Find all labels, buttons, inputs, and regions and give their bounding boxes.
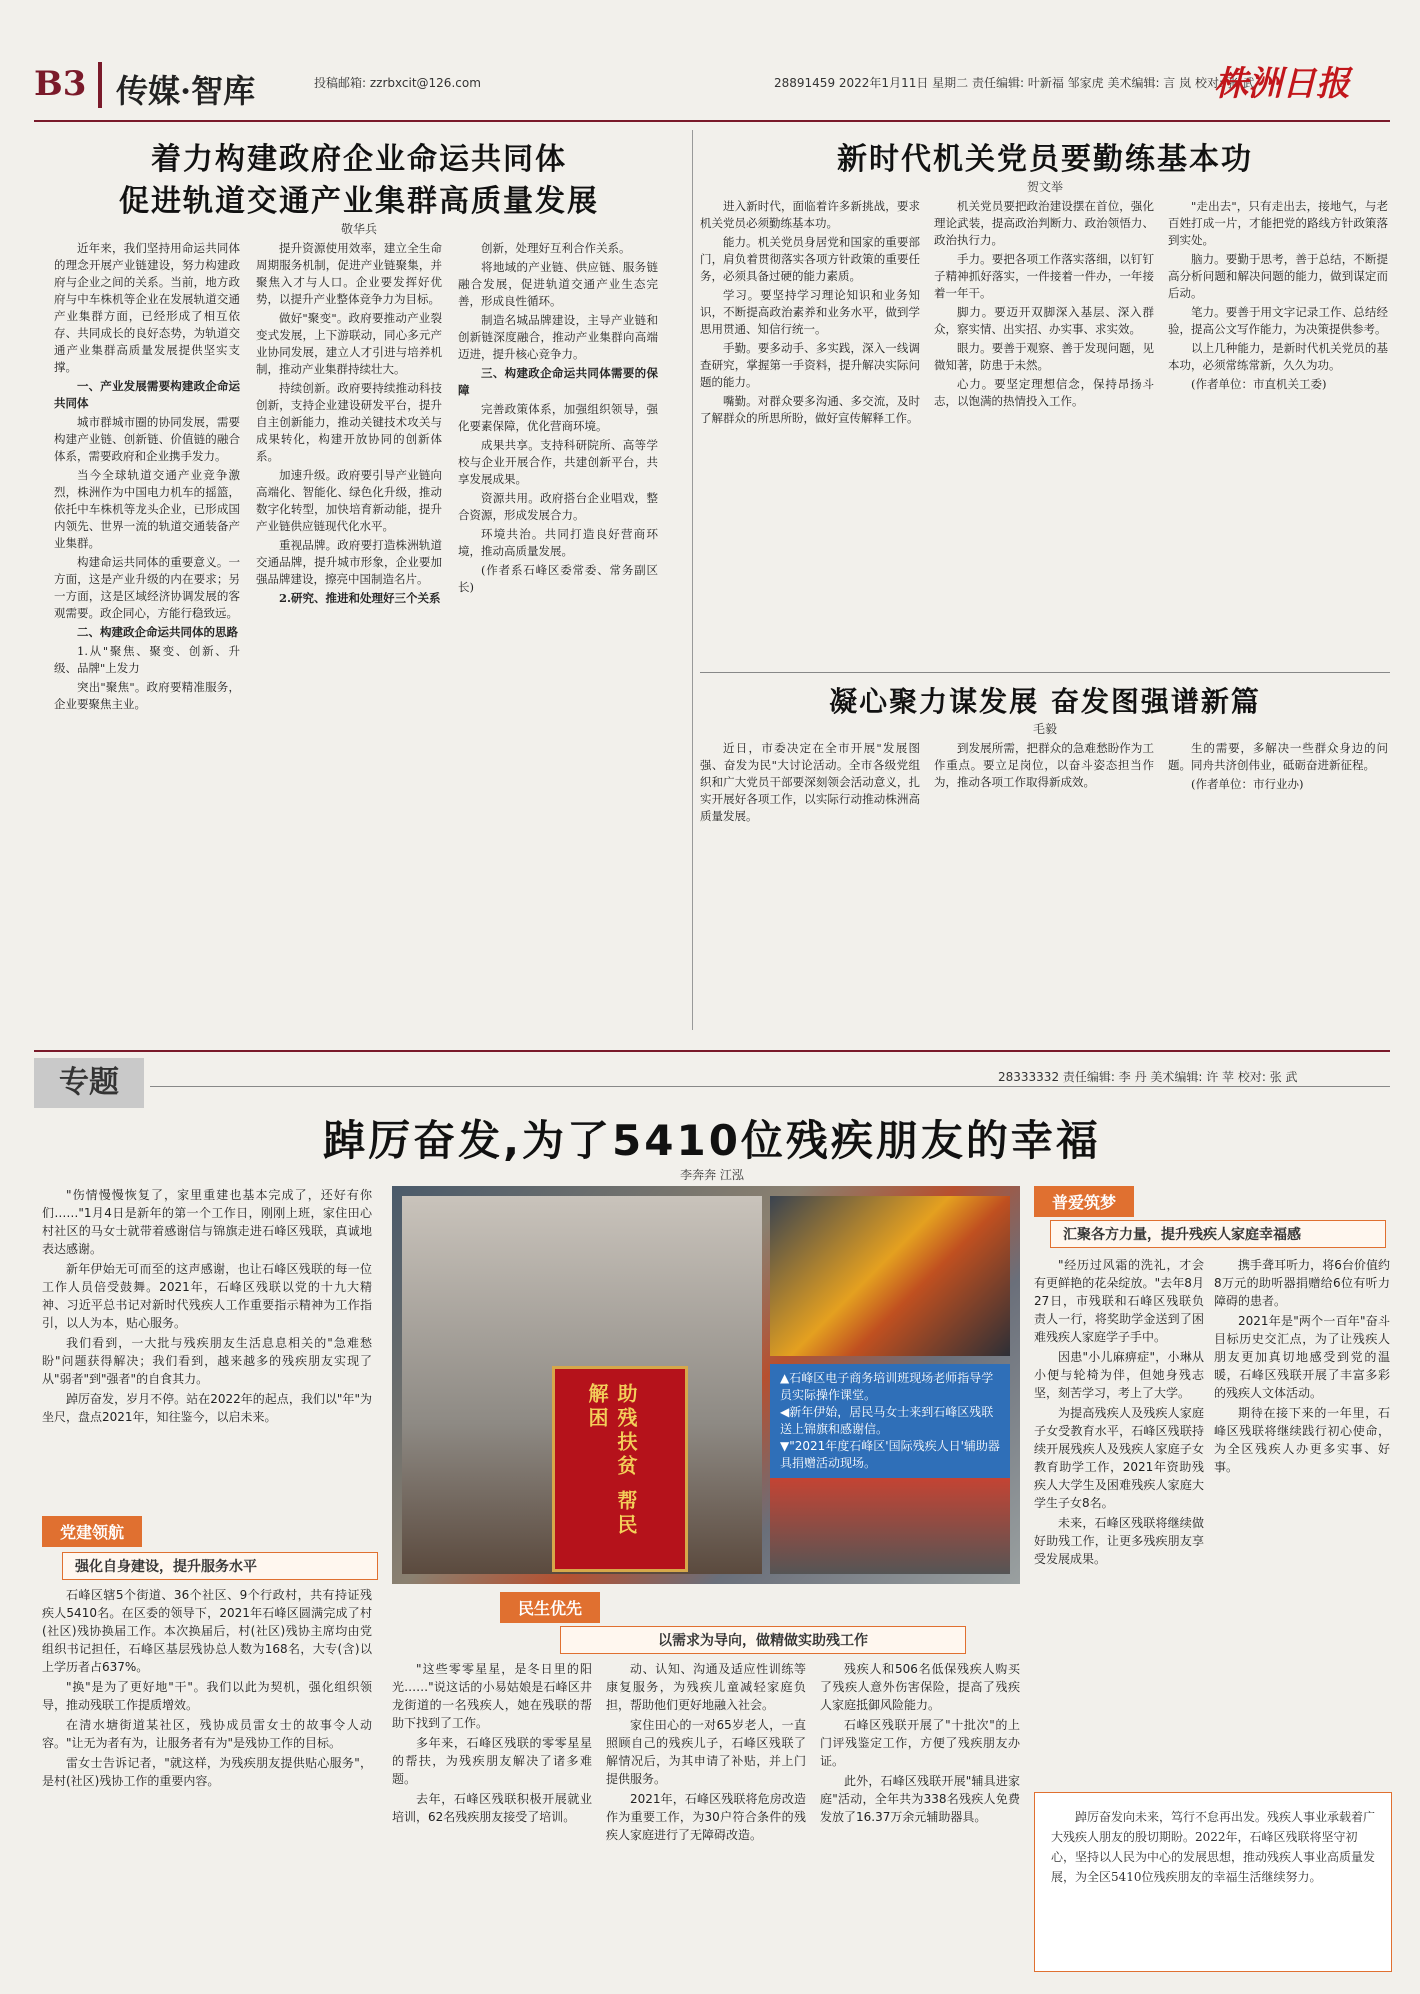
article-column-2 <box>256 240 442 1040</box>
intro-text <box>42 1186 372 1506</box>
article-column-1 <box>700 198 920 658</box>
paragraph: 石峰区辖5个街道、36个社区、9个行政村，共有持证残疾人5410名。在区委的领导下，2021年石峰区圆满完成了村(社区)残协换届工作。本次换届后，村(社区)残协主席均由党组织书记担任，石峰区基层残协总人数为168名，大专(含)以上学历者占637%。 <box>42 1588 372 1674</box>
article-column-3 <box>1168 198 1388 658</box>
article-column-1 <box>700 740 920 1036</box>
paragraph: 进入新时代，面临着许多新挑战，要求机关党员必须勤练基本功。 <box>700 199 920 230</box>
article-byline: 敬华兵 <box>340 222 377 236</box>
paragraph: "走出去"，只有走出去，接地气，与老百姓打成一片，才能把党的路线方针政策落到实处。 <box>1168 199 1388 247</box>
paragraph: 石峰区残联开展了"十批次"的上门评残鉴定工作，方便了残疾朋友办证。 <box>820 1718 1020 1768</box>
silk-banner <box>552 1366 688 1572</box>
paragraph: 城市群城市圈的协同发展，需要构建产业链、创新链、价值链的融合体系，需要政府和企业携手发力。 <box>54 415 240 463</box>
banner-text: 助残扶贫 帮民解困 <box>585 1383 638 1538</box>
paragraph: 多年来，石峰区残联的零零星星的帮扶，为残疾朋友解决了诸多难题。 <box>392 1736 592 1786</box>
paragraph: 未来，石峰区残联将继续做好助残工作，让更多残疾朋友享受发展成果。 <box>1034 1516 1204 1566</box>
livelihood-column-1 <box>392 1660 592 1986</box>
paragraph: 生的需要，多解决一些群众身边的问题。同舟共济创伟业，砥砺奋进新征程。 <box>1168 741 1388 772</box>
section-title: 传媒·智库 <box>116 72 256 110</box>
paragraph: 残疾人和506名低保残疾人购买了残疾人意外伤害保险，提高了残疾人家庭抵御风险能力。 <box>820 1662 1020 1712</box>
paragraph: 持续创新。政府要持续推动科技创新，支持企业建设研发平台，提升自主创新能力，推动关键技术攻关与成果转化，构建开放协同的创新体系。 <box>256 381 442 463</box>
paragraph: 加速升级。政府要引导产业链向高端化、智能化、绿色化升级，推动数字化转型，加快培育新动能，提升产业链供应链现代化水平。 <box>256 468 442 533</box>
paragraph: 完善政策体系，加强组织领导，强化要素保障，优化营商环境。 <box>458 402 658 433</box>
article-column-3 <box>458 240 658 1040</box>
paragraph: 近日，市委决定在全市开展"发展图强、奋发为民"大讨论活动。全市各级党组织和广大党员干部要深刻领会活动意义，扎实开展好各项工作，以实际行动推动株洲高质量发展。 <box>700 741 920 823</box>
paragraph: 资源共用。政府搭台企业唱戏，整合资源，形成发展合力。 <box>458 491 658 522</box>
paragraph: 踔厉奋发，岁月不停。站在2022年的起点，我们以"年"为坐尺，盘点2021年，知往鉴今，以启未来。 <box>42 1392 372 1424</box>
special-thin-rule <box>150 1086 1390 1087</box>
article-title-line1: 着力构建政府企业命运共同体 <box>151 142 567 177</box>
paragraph: 能力。机关党员身居党和国家的重要部门，肩负着贯彻落实各项方针政策的重要任务，必须具备过硬的能力素质。 <box>700 235 920 283</box>
paragraph: 笔力。要善于用文字记录工作、总结经验，提高公文写作能力，为决策提供参考。 <box>1168 305 1388 336</box>
paragraph: 当今全球轨道交通产业竞争激烈，株洲作为中国电力机车的摇篮，依托中车株机等龙头企业，已形成国内领先、世界一流的轨道交通装备产业集群。 <box>54 468 240 550</box>
author-note: (作者单位：市直机关工委) <box>1191 377 1327 391</box>
special-left-column <box>34 1186 384 1986</box>
paragraph: 为提高残疾人及残疾人家庭子女受教育水平，石峰区残联持续开展残疾人及残疾人家庭子女教育助学工作，2021年资助残疾人大学生及困难残疾人家庭大学生子女8名。 <box>1034 1406 1204 1510</box>
special-byline: 李奔奔 江泓 <box>680 1168 744 1182</box>
paragraph: 脑力。要勤于思考，善于总结，不断提高分析问题和解决问题的能力，做到谋定而后动。 <box>1168 252 1388 300</box>
author-note: (作者单位：市行业办) <box>1191 777 1304 791</box>
caption-line: ◀新年伊始，居民马女士来到石峰区残联送上锦旗和感谢信。 <box>780 1405 994 1436</box>
subheading: 二、构建政企命运共同体的思路 <box>77 625 238 639</box>
paragraph: 近年来，我们坚持用命运共同体的理念开展产业链建设，努力构建政府与企业之间的关系。当前，地方政府与中车株机等企业在发展轨道交通产业集群方面，已经形成了相互依存、共同成长的良好态势，为轨道交通产业集群高质量发展提供坚实支撑。 <box>54 241 240 374</box>
paragraph: 2021年是"两个一百年"奋斗目标历史交汇点，为了让残疾人朋友更加真切地感受到党的温暖，石峰区残联开展了丰富多彩的残疾人文体活动。 <box>1214 1314 1390 1400</box>
article-title-line2: 促进轨道交通产业集群高质量发展 <box>119 184 599 219</box>
subheading: 2.研究、推进和处理好三个关系 <box>279 591 441 605</box>
paragraph: 在清水塘街道某社区，残协成员雷女士的故事令人动容。"让无为者有为，让服务者有为"是残协工作的目标。 <box>42 1718 372 1750</box>
paragraph: 2021年，石峰区残联将危房改造作为重要工作，为30户符合条件的残疾人家庭进行了无障碍改造。 <box>606 1792 806 1842</box>
paragraph: 眼力。要善于观察、善于发现问题，见微知著，防患于未然。 <box>934 341 1154 372</box>
caption-line: ▲石峰区电子商务培训班现场老师指导学员实际操作课堂。 <box>780 1371 994 1402</box>
paragraph: 家住田心的一对65岁老人，一直照顾自己的残疾儿子，石峰区残联了解情况后，为其申请了补贴，并上门提供服务。 <box>606 1718 806 1786</box>
paragraph: 重视品牌。政府要打造株洲轨道交通品牌，提升城市形象，企业要加强品牌建设，擦亮中国制造名片。 <box>256 538 442 586</box>
paragraph: 1.从"聚焦、聚变、创新、升级、品牌"上发力 <box>54 644 240 675</box>
paragraph: 新年伊始无可而至的这声感谢，也让石峰区残联的每一位工作人员倍受鼓舞。2021年，石峰区残联以党的十九大精神、习近平总书记对新时代残疾人工作重要指示精神为工作指引，以人为本，贴心服务。 <box>42 1262 372 1330</box>
section-tag-party: 党建领航 <box>42 1516 142 1547</box>
paragraph: 将地域的产业链、供应链、服务链融合发展，促进轨道交通产业生态完善，形成良性循环。 <box>458 260 658 308</box>
section-sub-love: 汇聚各方力量，提升残疾人家庭幸福感 <box>1050 1220 1386 1248</box>
article-title: 新时代机关党员要勤练基本功 <box>837 142 1253 177</box>
subheading: 三、构建政企命运共同体需要的保障 <box>458 366 658 397</box>
closing-text: 踔厉奋发向未来，笃行不怠再出发。残疾人事业承载着广大残疾人朋友的殷切期盼。2022年，石峰区残联将坚守初心，坚持以人民为中心的发展思想，推动残疾人事业高质量发展，为全区5410位残疾朋友的幸福生活继续努力。 <box>1051 1810 1376 1884</box>
paragraph: "这些零零星星，是冬日里的阳光……"说这话的小易姑娘是石峰区井龙街道的一名残疾人，她在残联的帮助下找到了工作。 <box>392 1662 592 1730</box>
article-byline: 毛毅 <box>1032 722 1057 736</box>
paragraph: 心力。要坚定理想信念，保持昂扬斗志，以饱满的热情投入工作。 <box>934 377 1154 408</box>
author-note: (作者系石峰区委常委、常务副区长) <box>458 563 658 594</box>
article-column-3 <box>1168 740 1388 1036</box>
paragraph: 手勤。要多动手、多实践，深入一线调查研究，掌握第一手资料，提升解决实际问题的能力。 <box>700 341 920 389</box>
section-sub-livelihood: 以需求为导向，做精做实助残工作 <box>560 1626 966 1654</box>
paragraph: 环境共治。共同打造良好营商环境，推动高质量发展。 <box>458 527 658 558</box>
photo-training <box>770 1196 1010 1356</box>
article-governance <box>34 128 684 1048</box>
submission-email: 投稿邮箱: zzrbxcit@126.com <box>314 76 481 90</box>
closing-quote-box <box>1034 1792 1392 1972</box>
paragraph: 构建命运共同体的重要意义。一方面，这是产业升级的内在要求；另一方面，这是区域经济协调发展的客观需要。政企同心，方能行稳致远。 <box>54 555 240 620</box>
photo-caption <box>770 1364 1010 1478</box>
paragraph: 期待在接下来的一年里，石峰区残联将继续践行初心使命，为全区残疾人办更多实事、好事。 <box>1214 1406 1390 1474</box>
paragraph: "经历过风霜的洗礼，才会有更鲜艳的花朵绽放。"去年8月27日，市残联和石峰区残联负责人一行，将奖助学金送到了困难残疾人家庭学子手中。 <box>1034 1258 1204 1344</box>
paragraph: 因患"小儿麻痹症"，小琳从小便与轮椅为伴，但她身残志坚，刻苦学习，考上了大学。 <box>1034 1350 1204 1400</box>
paragraph: 携手聋耳听力，将6台价值约8万元的助听器捐赠给6位有听力障碍的患者。 <box>1214 1258 1390 1308</box>
paragraph: 做好"聚变"。政府要推动产业裂变式发展，上下游联动，同心多元产业协同发展，建立人才引进与培养机制，推动产业集群持续壮大。 <box>256 311 442 376</box>
article-party-members <box>700 128 1390 668</box>
paragraph: 嘴勤。对群众要多沟通、多交流，及时了解群众的所思所盼，做好宣传解释工作。 <box>700 394 920 425</box>
party-text <box>42 1586 372 1976</box>
special-meta: 28333332 责任编辑: 李 丹 美术编辑: 许 苹 校对: 张 武 <box>998 1070 1298 1084</box>
paragraph: 此外，石峰区残联开展"辅具进家庭"活动，全年共为338名残疾人免费发放了16.37万余元辅助器具。 <box>820 1774 1020 1824</box>
subheading: 一、产业发展需要构建政企命运共同体 <box>54 379 240 410</box>
love-column-1 <box>1034 1256 1204 1776</box>
paragraph: "换"是为了更好地"干"。我们以此为契机，强化组织领导，推动残联工作提质增效。 <box>42 1680 372 1712</box>
photo-group-banner <box>402 1196 762 1574</box>
article-byline: 贺文举 <box>1026 180 1063 194</box>
paragraph: 突出"聚焦"。政府要精准服务，企业要聚焦主业。 <box>54 680 240 711</box>
special-tag: 专题 <box>34 1058 144 1108</box>
article-column-2 <box>934 740 1154 1036</box>
paragraph: 到发展所需，把群众的急难愁盼作为工作重点。要立足岗位，以奋斗姿态担当作为，推动各项工作取得新成效。 <box>934 741 1154 789</box>
paragraph: 雷女士告诉记者，"就这样，为残疾朋友提供贴心服务"，是村(社区)残协工作的重要内容。 <box>42 1756 372 1788</box>
paragraph: 提升资源使用效率，建立全生命周期服务机制，促进产业链聚集，并聚焦入才与人口。企业要发挥好优势，以提升产业整体竞争力为目标。 <box>256 241 442 306</box>
section-divider <box>700 672 1390 673</box>
section-tag-love: 普爱筑梦 <box>1034 1186 1134 1217</box>
photo-collage <box>392 1186 1020 1584</box>
paragraph: "伤情慢慢恢复了，家里重建也基本完成了，还好有你们……"1月4日是新年的第一个工作日，刚刚上班，家住田心村社区的马女士就带着感谢信与锦旗走进石峰区残联，真诚地表达感谢。 <box>42 1188 372 1256</box>
edition-meta: 28891459 2022年1月11日 星期二 责任编辑: 叶新福 邹家虎 美术编辑: 言 岚 校对: 张 武 <box>774 76 1255 90</box>
caption-line: ▼"2021年度石峰区'国际残疾人日'辅助器具捐赠活动现场。 <box>780 1439 1000 1470</box>
article-title: 凝心聚力谋发展 奋发图强谱新篇 <box>829 685 1261 718</box>
special-rule <box>34 1050 1390 1052</box>
paragraph: 去年，石峰区残联积极开展就业培训，62名残疾朋友接受了培训。 <box>392 1792 592 1824</box>
header-divider <box>98 62 102 108</box>
paragraph: 以上几种能力，是新时代机关党员的基本功，必须常练常新，久久为功。 <box>1168 341 1388 372</box>
newspaper-logo: 株洲日报 <box>1214 64 1350 104</box>
page-header <box>34 56 1390 116</box>
paragraph: 动、认知、沟通及适应性训练等康复服务，为残疾儿童减轻家庭负担，帮助他们更好地融入社会。 <box>606 1662 806 1712</box>
section-tag-livelihood: 民生优先 <box>500 1592 600 1623</box>
paragraph: 制造名城品牌建设，主导产业链和创新链深度融合，推动产业集群向高端迈进，提升核心竞争力。 <box>458 313 658 361</box>
article-column-2 <box>934 198 1154 658</box>
column-divider <box>692 130 693 1030</box>
article-development <box>700 676 1390 1046</box>
paragraph: 成果共享。支持科研院所、高等学校与企业开展合作，共建创新平台，共享发展成果。 <box>458 438 658 486</box>
article-column-1 <box>54 240 240 1040</box>
paragraph: 创新，处理好互利合作关系。 <box>481 241 631 255</box>
section-sub-party: 强化自身建设，提升服务水平 <box>62 1552 378 1580</box>
paragraph: 脚力。要迈开双脚深入基层、深入群众，察实情、出实招、办实事、求实效。 <box>934 305 1154 336</box>
section-number: B3 <box>34 64 87 104</box>
love-column-2 <box>1214 1256 1390 1776</box>
livelihood-column-2 <box>606 1660 806 1986</box>
header-rule <box>34 120 1390 122</box>
paragraph: 机关党员要把政治建设摆在首位，强化理论武装，提高政治判断力、政治领悟力、政治执行力。 <box>934 199 1154 247</box>
paragraph: 我们看到，一大批与残疾朋友生活息息相关的"急难愁盼"问题获得解决；我们看到，越来越多的残疾朋友实现了从"弱者"到"强者"的自食其力。 <box>42 1336 372 1386</box>
special-title: 踔厉奋发,为了5410位残疾朋友的幸福 <box>323 1116 1101 1165</box>
paragraph: 学习。要坚持学习理论知识和业务知识，不断提高政治素养和业务水平，做到学思用贯通、知信行统一。 <box>700 288 920 336</box>
livelihood-column-3 <box>820 1660 1020 1986</box>
paragraph: 手力。要把各项工作落实落细，以钉钉子精神抓好落实，一件接着一件办，一年接着一年干。 <box>934 252 1154 300</box>
